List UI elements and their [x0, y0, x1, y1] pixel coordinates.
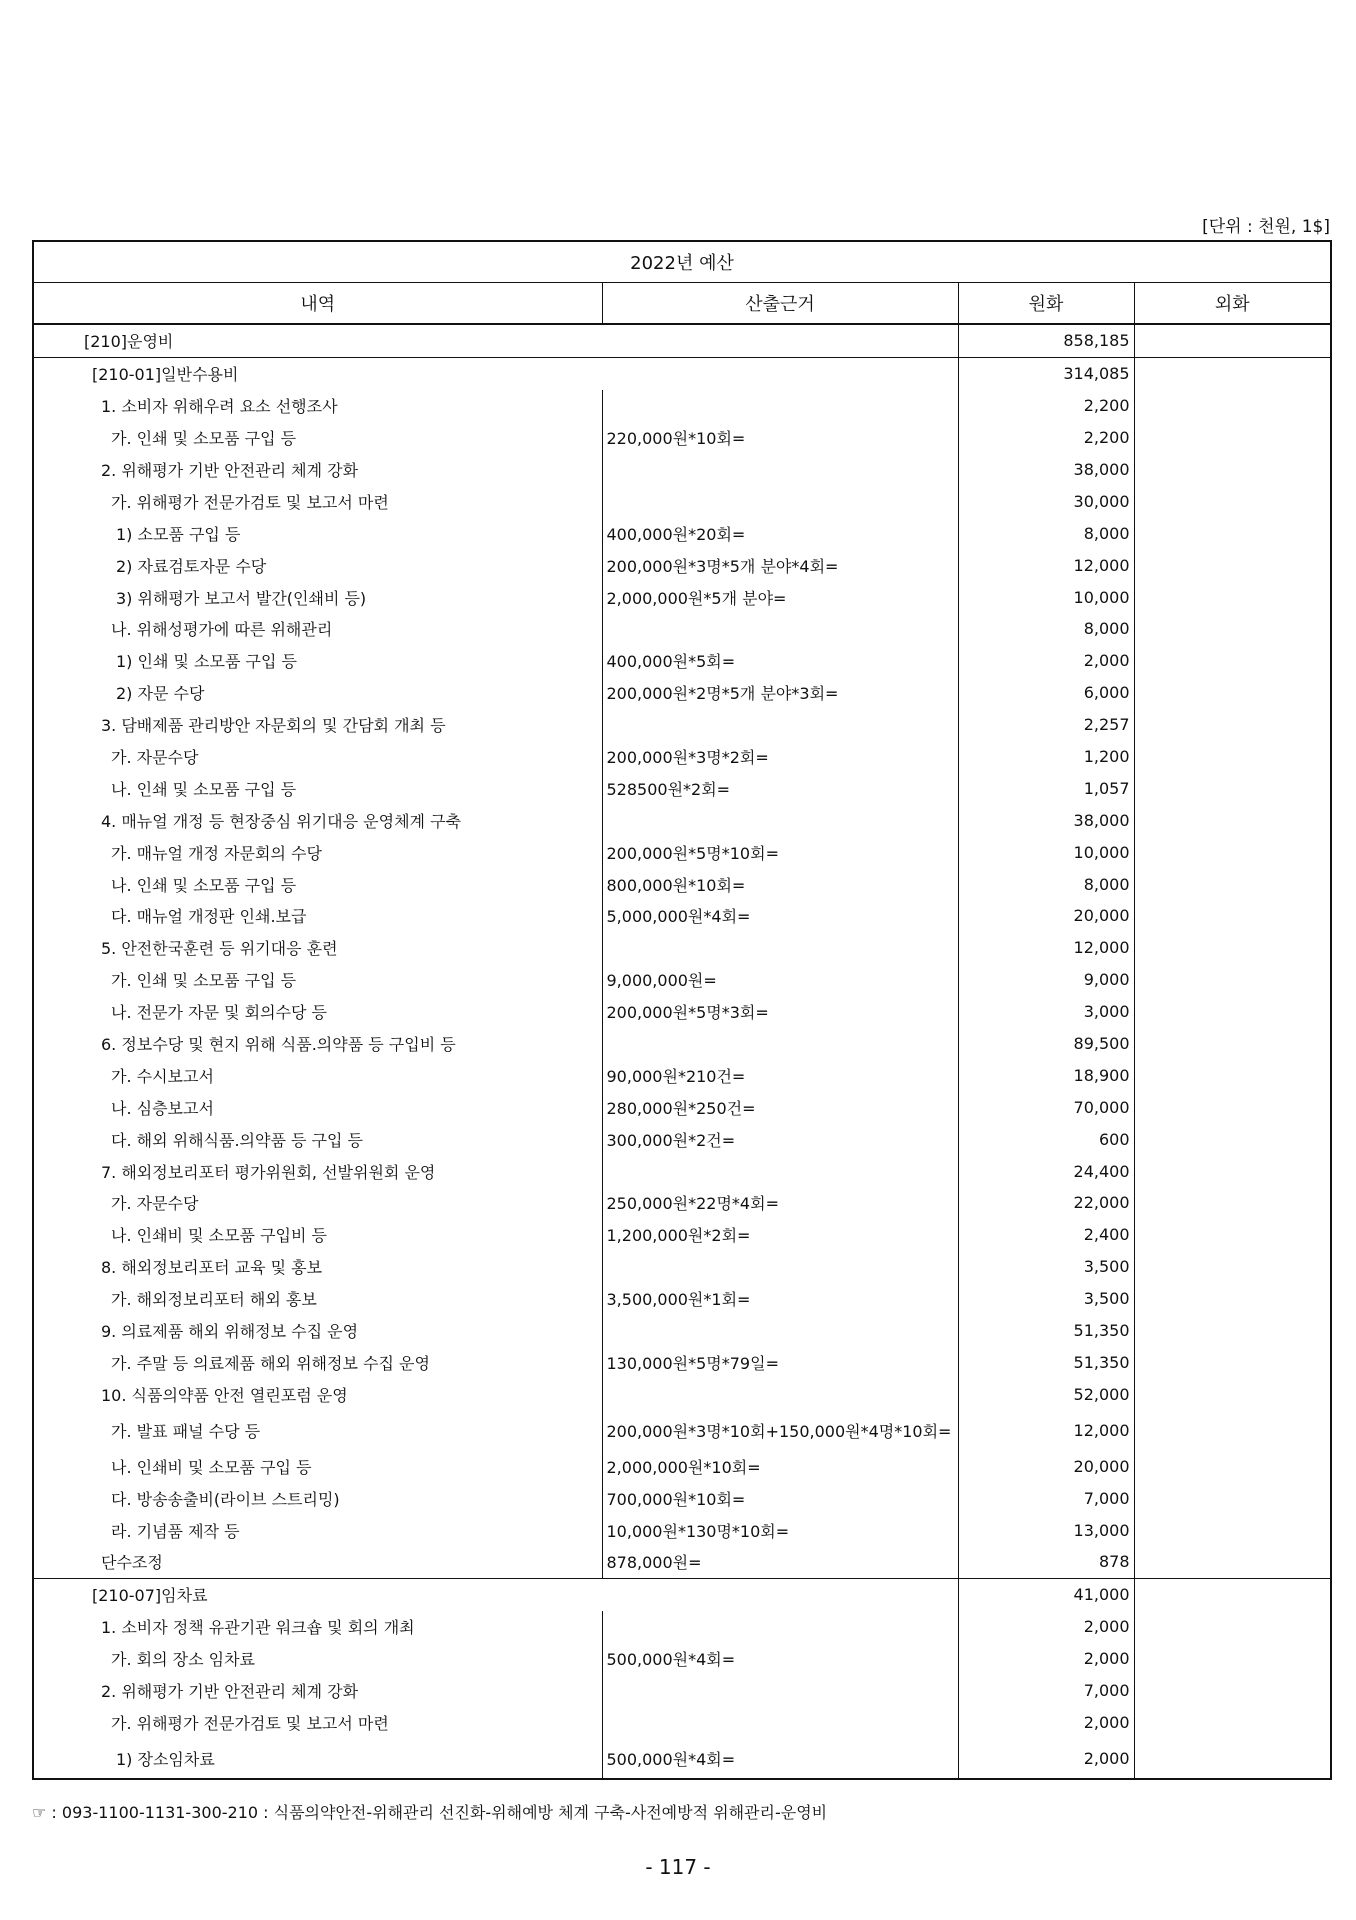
row-fx [1134, 485, 1331, 517]
table-row [33, 1675, 1331, 1707]
row-fx [1134, 1187, 1331, 1219]
row-krw: 30,000 [958, 485, 1134, 517]
row-desc: 6. 정보수당 및 현지 위해 식품.의약품 등 구입비 등 [101, 1035, 456, 1055]
row-basis: 200,000원*5명*3회= [602, 996, 958, 1028]
row-fx [1134, 581, 1331, 613]
row-fx [1134, 868, 1331, 900]
row-krw: 2,000 [958, 1643, 1134, 1675]
table-row [33, 1482, 1331, 1514]
row-krw: 51,350 [958, 1347, 1134, 1379]
row-basis: 280,000원*250건= [602, 1091, 958, 1123]
row-desc: 나. 인쇄비 및 소모품 구입 등 [111, 1457, 312, 1477]
table-row [33, 1546, 1331, 1578]
row-fx [1134, 741, 1331, 773]
row-fx [1134, 454, 1331, 486]
row-basis: 878,000원= [602, 1546, 958, 1578]
row-krw: 10,000 [958, 836, 1134, 868]
table-row [33, 485, 1331, 517]
row-krw: 2,000 [958, 1611, 1134, 1643]
row-fx [1134, 964, 1331, 996]
row-fx [1134, 1578, 1331, 1610]
row-krw: 20,000 [958, 1450, 1134, 1482]
row-krw: 41,000 [958, 1578, 1134, 1610]
header-basis: 산출근거 [602, 283, 958, 325]
row-desc: 1. 소비자 정책 유관기관 워크숍 및 회의 개최 [101, 1618, 415, 1638]
table-row [33, 1059, 1331, 1091]
table-row [33, 1283, 1331, 1315]
row-basis: 3,500,000원*1회= [602, 1283, 958, 1315]
row-desc: 7. 해외정보리포터 평가위원회, 선발위원회 운영 [101, 1162, 436, 1182]
row-desc: 1) 인쇄 및 소모품 구입 등 [116, 652, 297, 672]
row-basis: 220,000원*10회= [602, 422, 958, 454]
row-krw: 13,000 [958, 1514, 1134, 1546]
row-basis: 400,000원*5회= [602, 645, 958, 677]
unit-label: [단위 : 천원, 1$] [1202, 217, 1330, 237]
row-krw: 70,000 [958, 1091, 1134, 1123]
row-krw: 3,500 [958, 1283, 1134, 1315]
row-krw: 12,000 [958, 932, 1134, 964]
table-row [33, 677, 1331, 709]
row-desc: 다. 매뉴얼 개정판 인쇄.보급 [111, 907, 307, 927]
row-fx [1134, 1251, 1331, 1283]
row-krw: 9,000 [958, 964, 1134, 996]
row-desc: 1) 소모품 구입 등 [116, 524, 241, 544]
table-row [33, 357, 1331, 389]
row-fx [1134, 996, 1331, 1028]
row-krw: 38,000 [958, 454, 1134, 486]
row-fx [1134, 1155, 1331, 1187]
row-fx [1134, 1123, 1331, 1155]
row-krw: 3,500 [958, 1251, 1134, 1283]
row-fx [1134, 1514, 1331, 1546]
row-desc: 가. 발표 패널 수당 등 [111, 1421, 261, 1441]
row-krw: 1,057 [958, 772, 1134, 804]
row-basis [602, 1251, 958, 1283]
row-desc: 3. 담배제품 관리방안 자문회의 및 간담회 개최 등 [101, 716, 446, 736]
row-basis [602, 1675, 958, 1707]
row-krw: 7,000 [958, 1482, 1134, 1514]
row-fx [1134, 1738, 1331, 1779]
row-krw: 20,000 [958, 900, 1134, 932]
row-desc: 나. 인쇄 및 소모품 구입 등 [111, 779, 297, 799]
row-desc: [210]운영비 [33, 324, 958, 357]
row-krw: 2,000 [958, 1738, 1134, 1779]
row-fx [1134, 1410, 1331, 1450]
row-basis: 9,000,000원= [602, 964, 958, 996]
row-fx [1134, 772, 1331, 804]
row-krw: 12,000 [958, 549, 1134, 581]
row-krw: 878 [958, 1546, 1134, 1578]
row-basis [602, 390, 958, 422]
budget-year-title: 2022년 예산 [33, 241, 1331, 283]
row-krw: 2,400 [958, 1219, 1134, 1251]
row-desc: 1. 소비자 위해우려 요소 선행조사 [101, 397, 338, 417]
table-row [33, 1123, 1331, 1155]
row-basis [602, 613, 958, 645]
row-fx [1134, 836, 1331, 868]
row-basis [602, 1028, 958, 1060]
table-row [33, 645, 1331, 677]
table-row [33, 454, 1331, 486]
table-row [33, 836, 1331, 868]
row-desc: 5. 안전한국훈련 등 위기대응 훈련 [101, 939, 338, 959]
table-row [33, 996, 1331, 1028]
row-desc: 나. 심층보고서 [111, 1098, 214, 1118]
row-desc: 나. 인쇄 및 소모품 구입 등 [111, 875, 297, 895]
row-krw: 2,000 [958, 645, 1134, 677]
row-krw: 22,000 [958, 1187, 1134, 1219]
row-basis: 200,000원*3명*10회+150,000원*4명*10회= [602, 1410, 958, 1450]
row-desc: 가. 인쇄 및 소모품 구입 등 [111, 429, 297, 449]
footnote: ☞ : 093-1100-1131-300-210 : 식품의약안전-위해관리 선진화-위해예방 체계 구축-사전예방적 위해관리-운영비 [32, 1803, 828, 1822]
row-desc: 다. 방송송출비(라이브 스트리밍) [111, 1489, 340, 1509]
row-krw: 6,000 [958, 677, 1134, 709]
page-number: - 117 - [645, 1855, 711, 1879]
row-krw: 8,000 [958, 517, 1134, 549]
row-fx [1134, 1059, 1331, 1091]
row-basis: 2,000,000원*10회= [602, 1450, 958, 1482]
row-fx [1134, 1283, 1331, 1315]
table-row [33, 1410, 1331, 1450]
row-krw: 2,257 [958, 709, 1134, 741]
row-fx [1134, 932, 1331, 964]
row-fx [1134, 1611, 1331, 1643]
row-desc: 가. 인쇄 및 소모품 구입 등 [111, 971, 297, 991]
table-row [33, 1450, 1331, 1482]
row-basis: 90,000원*210건= [602, 1059, 958, 1091]
table-row [33, 1738, 1331, 1779]
table-row [33, 1611, 1331, 1643]
table-row [33, 900, 1331, 932]
row-fx [1134, 1378, 1331, 1410]
row-krw: 51,350 [958, 1315, 1134, 1347]
table-row [33, 517, 1331, 549]
row-basis: 10,000원*130명*10회= [602, 1514, 958, 1546]
row-basis: 800,000원*10회= [602, 868, 958, 900]
table-row [33, 324, 1331, 357]
row-desc: 라. 기념품 제작 등 [111, 1521, 240, 1541]
row-krw: 18,900 [958, 1059, 1134, 1091]
row-desc: 가. 위해평가 전문가검토 및 보고서 마련 [111, 1713, 389, 1733]
row-basis: 2,000,000원*5개 분야= [602, 581, 958, 613]
table-row [33, 932, 1331, 964]
row-krw: 1,200 [958, 741, 1134, 773]
row-basis [602, 485, 958, 517]
row-fx [1134, 1219, 1331, 1251]
row-desc: [210-01]일반수용비 [33, 357, 958, 389]
row-fx [1134, 804, 1331, 836]
row-krw: 38,000 [958, 804, 1134, 836]
row-basis: 200,000원*2명*5개 분야*3회= [602, 677, 958, 709]
table-row [33, 422, 1331, 454]
table-row [33, 1091, 1331, 1123]
row-desc: 다. 해외 위해식품.의약품 등 구입 등 [111, 1130, 363, 1150]
row-fx [1134, 1643, 1331, 1675]
row-desc: 가. 수시보고서 [111, 1066, 214, 1086]
table-row [33, 581, 1331, 613]
row-fx [1134, 1091, 1331, 1123]
row-krw: 52,000 [958, 1378, 1134, 1410]
row-basis [602, 1706, 958, 1738]
table-row [33, 772, 1331, 804]
row-desc: 3) 위해평가 보고서 발간(인쇄비 등) [116, 588, 367, 608]
row-basis [602, 454, 958, 486]
table-row [33, 390, 1331, 422]
table-row [33, 868, 1331, 900]
row-basis: 400,000원*20회= [602, 517, 958, 549]
table-row [33, 1219, 1331, 1251]
row-krw: 24,400 [958, 1155, 1134, 1187]
row-desc: 나. 전문가 자문 및 회의수당 등 [111, 1003, 327, 1023]
table-row [33, 549, 1331, 581]
row-desc: 4. 매뉴얼 개정 등 현장중심 위기대응 운영체계 구축 [101, 811, 461, 831]
row-fx [1134, 677, 1331, 709]
table-row [33, 741, 1331, 773]
row-krw: 2,000 [958, 1706, 1134, 1738]
row-krw: 2,200 [958, 390, 1134, 422]
row-basis: 500,000원*4회= [602, 1643, 958, 1675]
row-basis [602, 932, 958, 964]
row-basis: 130,000원*5명*79일= [602, 1347, 958, 1379]
row-fx [1134, 1450, 1331, 1482]
row-desc: 2. 위해평가 기반 안전관리 체계 강화 [101, 1681, 359, 1701]
row-basis: 1,200,000원*2회= [602, 1219, 958, 1251]
row-desc: 나. 위해성평가에 따른 위해관리 [111, 620, 333, 640]
row-krw: 7,000 [958, 1675, 1134, 1707]
row-desc: 가. 위해평가 전문가검토 및 보고서 마련 [111, 492, 389, 512]
row-fx [1134, 1546, 1331, 1578]
header-fx: 외화 [1134, 283, 1331, 325]
row-desc: 2) 자료검토자문 수당 [116, 556, 267, 576]
row-desc: 가. 해외정보리포터 해외 홍보 [111, 1290, 317, 1310]
row-basis: 200,000원*3명*5개 분야*4회= [602, 549, 958, 581]
budget-table [32, 240, 1332, 1780]
table-row [33, 1514, 1331, 1546]
row-basis: 300,000원*2건= [602, 1123, 958, 1155]
row-fx [1134, 549, 1331, 581]
table-row [33, 1187, 1331, 1219]
row-desc: 가. 매뉴얼 개정 자문회의 수당 [111, 843, 322, 863]
row-krw: 2,200 [958, 422, 1134, 454]
row-basis: 200,000원*3명*2회= [602, 741, 958, 773]
row-krw: 12,000 [958, 1410, 1134, 1450]
row-fx [1134, 1315, 1331, 1347]
row-desc: 9. 의료제품 해외 위해정보 수집 운영 [101, 1322, 359, 1342]
table-row [33, 1251, 1331, 1283]
row-basis: 200,000원*5명*10회= [602, 836, 958, 868]
row-fx [1134, 324, 1331, 357]
row-fx [1134, 1706, 1331, 1738]
row-desc: [210-07]임차료 [33, 1578, 958, 1610]
table-row [33, 1578, 1331, 1610]
row-krw: 314,085 [958, 357, 1134, 389]
row-krw: 89,500 [958, 1028, 1134, 1060]
row-krw: 600 [958, 1123, 1134, 1155]
row-basis: 5,000,000원*4회= [602, 900, 958, 932]
row-basis [602, 1611, 958, 1643]
row-basis [602, 1315, 958, 1347]
row-krw: 10,000 [958, 581, 1134, 613]
row-fx [1134, 422, 1331, 454]
table-row [33, 709, 1331, 741]
row-krw: 3,000 [958, 996, 1134, 1028]
row-fx [1134, 1028, 1331, 1060]
row-basis [602, 1155, 958, 1187]
row-desc: 8. 해외정보리포터 교육 및 홍보 [101, 1258, 323, 1278]
row-basis: 700,000원*10회= [602, 1482, 958, 1514]
row-basis: 528500원*2회= [602, 772, 958, 804]
table-row [33, 804, 1331, 836]
row-fx [1134, 1675, 1331, 1707]
table-row [33, 1155, 1331, 1187]
row-desc: 10. 식품의약품 안전 열린포럼 운영 [101, 1385, 348, 1405]
row-desc: 가. 자문수당 [111, 748, 199, 768]
row-krw: 8,000 [958, 613, 1134, 645]
row-desc: 가. 주말 등 의료제품 해외 위해정보 수집 운영 [111, 1353, 430, 1373]
table-row [33, 1643, 1331, 1675]
header-desc: 내역 [33, 283, 602, 325]
table-row [33, 1028, 1331, 1060]
row-fx [1134, 900, 1331, 932]
table-row [33, 964, 1331, 996]
header-krw: 원화 [958, 283, 1134, 325]
row-basis [602, 1378, 958, 1410]
row-fx [1134, 1347, 1331, 1379]
row-fx [1134, 1482, 1331, 1514]
table-row [33, 1347, 1331, 1379]
row-fx [1134, 390, 1331, 422]
row-basis: 250,000원*22명*4회= [602, 1187, 958, 1219]
row-fx [1134, 613, 1331, 645]
row-desc: 나. 인쇄비 및 소모품 구입비 등 [111, 1226, 327, 1246]
row-krw: 858,185 [958, 324, 1134, 357]
row-desc: 가. 자문수당 [111, 1194, 199, 1214]
row-fx [1134, 709, 1331, 741]
row-desc: 2. 위해평가 기반 안전관리 체계 강화 [101, 461, 359, 480]
row-basis [602, 804, 958, 836]
row-fx [1134, 517, 1331, 549]
row-fx [1134, 645, 1331, 677]
table-row [33, 1378, 1331, 1410]
budget-rows [33, 324, 1331, 1779]
table-row [33, 1706, 1331, 1738]
row-desc: 가. 회의 장소 임차료 [111, 1650, 255, 1670]
row-desc: 2) 자문 수당 [116, 684, 205, 704]
row-krw: 8,000 [958, 868, 1134, 900]
table-row [33, 613, 1331, 645]
row-fx [1134, 357, 1331, 389]
row-basis: 500,000원*4회= [602, 1738, 958, 1779]
table-row [33, 1315, 1331, 1347]
row-desc: 단수조정 [101, 1553, 163, 1573]
row-basis [602, 709, 958, 741]
row-desc: 1) 장소임차료 [116, 1749, 215, 1769]
